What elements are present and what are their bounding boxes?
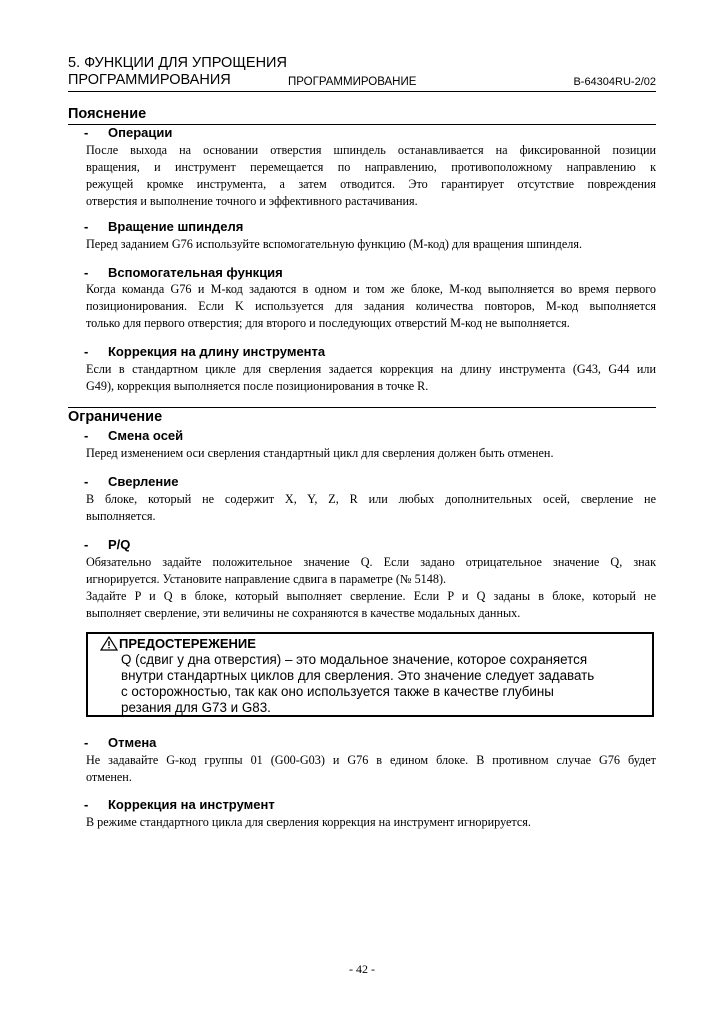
drilling-paragraph: [86, 491, 656, 525]
tool-length-paragraph: [86, 361, 656, 395]
caution-text: [121, 652, 647, 716]
drilling-title: Сверление: [108, 474, 179, 489]
drilling-line-1: В блоке, который не содержит X, Y, Z, R или любых дополнительных осей, сверление не: [86, 492, 656, 506]
spindle-heading: [84, 219, 243, 234]
heading-dash: -: [84, 344, 89, 359]
heading-dash: -: [84, 125, 89, 140]
warning-triangle-icon: [100, 636, 118, 651]
operations-line-3: режущей кромке инструмента, а затем отводится. Это гарантирует отсутствие повреждения: [86, 177, 656, 191]
caution-line-3: с осторожностью, так как оно используется также в качестве глубины: [121, 684, 554, 699]
auxiliary-line-3: только для первого отверстия; для второго и последующих отверстий M-код не выполняется.: [86, 316, 570, 330]
explanation-heading: Пояснение: [68, 106, 147, 122]
heading-dash: -: [84, 265, 89, 280]
operations-title: Операции: [108, 125, 173, 140]
tool-length-heading: [84, 344, 325, 359]
heading-dash: -: [84, 735, 89, 750]
operations-line-4: отверстия и выполнение точного и эффективного растачивания.: [86, 194, 418, 208]
pq-line-1: Обязательно задайте положительное значение Q. Если задано отрицательное значение Q, знак: [86, 555, 656, 569]
document-number: B-64304RU-2/02: [573, 76, 656, 88]
cancel-title: Отмена: [108, 735, 157, 750]
tool-length-line-2: G49), коррекция выполняется после позиционирования в точке R.: [86, 379, 429, 393]
tool-offset-heading: [84, 797, 275, 812]
spindle-line-1: Перед заданием G76 используйте вспомогательную функцию (M-код) для вращения шпинделя.: [86, 237, 582, 251]
operations-heading: [84, 125, 172, 140]
spindle-title: Вращение шпинделя: [108, 219, 244, 234]
auxiliary-line-1: Когда команда G76 и M-код задаются в одном и том же блоке, M-код выполняется во время первого: [86, 282, 656, 296]
axis-change-title: Смена осей: [108, 428, 184, 443]
caution-line-1: Q (сдвиг у дна отверстия) – это модальное значение, которое сохраняется: [121, 652, 588, 667]
axis-change-line-1: Перед изменением оси сверления стандартный цикл для сверления должен быть отменен.: [86, 446, 554, 460]
pq-title: P/Q: [108, 537, 131, 552]
auxiliary-heading: [84, 265, 283, 280]
operations-paragraph: [86, 142, 656, 210]
heading-dash: -: [84, 219, 89, 234]
auxiliary-title: Вспомогательная функция: [108, 265, 283, 280]
tool-length-line-1: Если в стандартном цикле для сверления задается коррекция на длину инструмента (G43, G44 или: [86, 362, 656, 376]
chapter-title-line-2: ПРОГРАММИРОВАНИЯ: [68, 72, 231, 88]
tool-offset-title: Коррекция на инструмент: [108, 797, 275, 812]
header-divider: [68, 91, 656, 92]
tool-offset-paragraph: [86, 814, 656, 831]
heading-dash: -: [84, 474, 89, 489]
limitation-heading: Ограничение: [68, 409, 163, 425]
auxiliary-line-2: позиционирования. Если K используется для задания количества повторов, M-код выполняется: [86, 299, 656, 313]
chapter-title-line-1: 5. ФУНКЦИИ ДЛЯ УПРОЩЕНИЯ: [68, 55, 287, 71]
chapter-title: [68, 55, 287, 89]
heading-dash: -: [84, 537, 89, 552]
pq-heading: [84, 537, 130, 552]
cancel-line-1: Не задавайте G-код группы 01 (G00-G03) и G76 в едином блоке. В противном случае G76 будет: [86, 753, 656, 767]
caution-line-2: внутри стандартных циклов для сверления. Это значение следует задавать: [121, 668, 595, 683]
drilling-heading: [84, 474, 178, 489]
axis-change-paragraph: [86, 445, 656, 462]
axis-change-heading: [84, 428, 183, 443]
heading-dash: -: [84, 428, 89, 443]
tool-length-title: Коррекция на длину инструмента: [108, 344, 326, 359]
caution-box: [86, 632, 654, 717]
page-number: - 42 -: [349, 962, 375, 976]
heading-dash: -: [84, 797, 89, 812]
operations-line-1: После выхода на основании отверстия шпиндель останавливается на фиксированной позиции: [86, 143, 656, 157]
drilling-line-2: выполняется.: [86, 509, 156, 523]
section-name: ПРОГРАММИРОВАНИЕ: [288, 76, 417, 88]
caution-title: ПРЕДОСТЕРЕЖЕНИЕ: [119, 636, 256, 651]
caution-line-4: резания для G73 и G83.: [121, 700, 271, 715]
cancel-heading: [84, 735, 156, 750]
caution-title-row: [100, 636, 256, 651]
operations-line-2: вращения, и инструмент перемещается по направлению, противоположному направлению к: [86, 160, 656, 174]
pq-line-3: Задайте P и Q в блоке, который выполняет сверление. Если P и Q заданы в блоке, который не: [86, 589, 656, 603]
limitation-divider: [68, 407, 656, 408]
cancel-line-2: отменен.: [86, 770, 132, 784]
cancel-paragraph: [86, 752, 656, 786]
pq-line-2: игнорируется. Установите направление сдвига в параметре (№ 5148).: [86, 572, 447, 586]
tool-offset-line-1: В режиме стандартного цикла для сверления коррекция на инструмент игнорируется.: [86, 815, 531, 829]
spindle-paragraph: [86, 236, 656, 253]
auxiliary-paragraph: [86, 281, 656, 332]
pq-line-4: выполняет сверление, эти величины не сохраняются в качестве модальных данных.: [86, 606, 521, 620]
pq-paragraph: [86, 554, 656, 622]
